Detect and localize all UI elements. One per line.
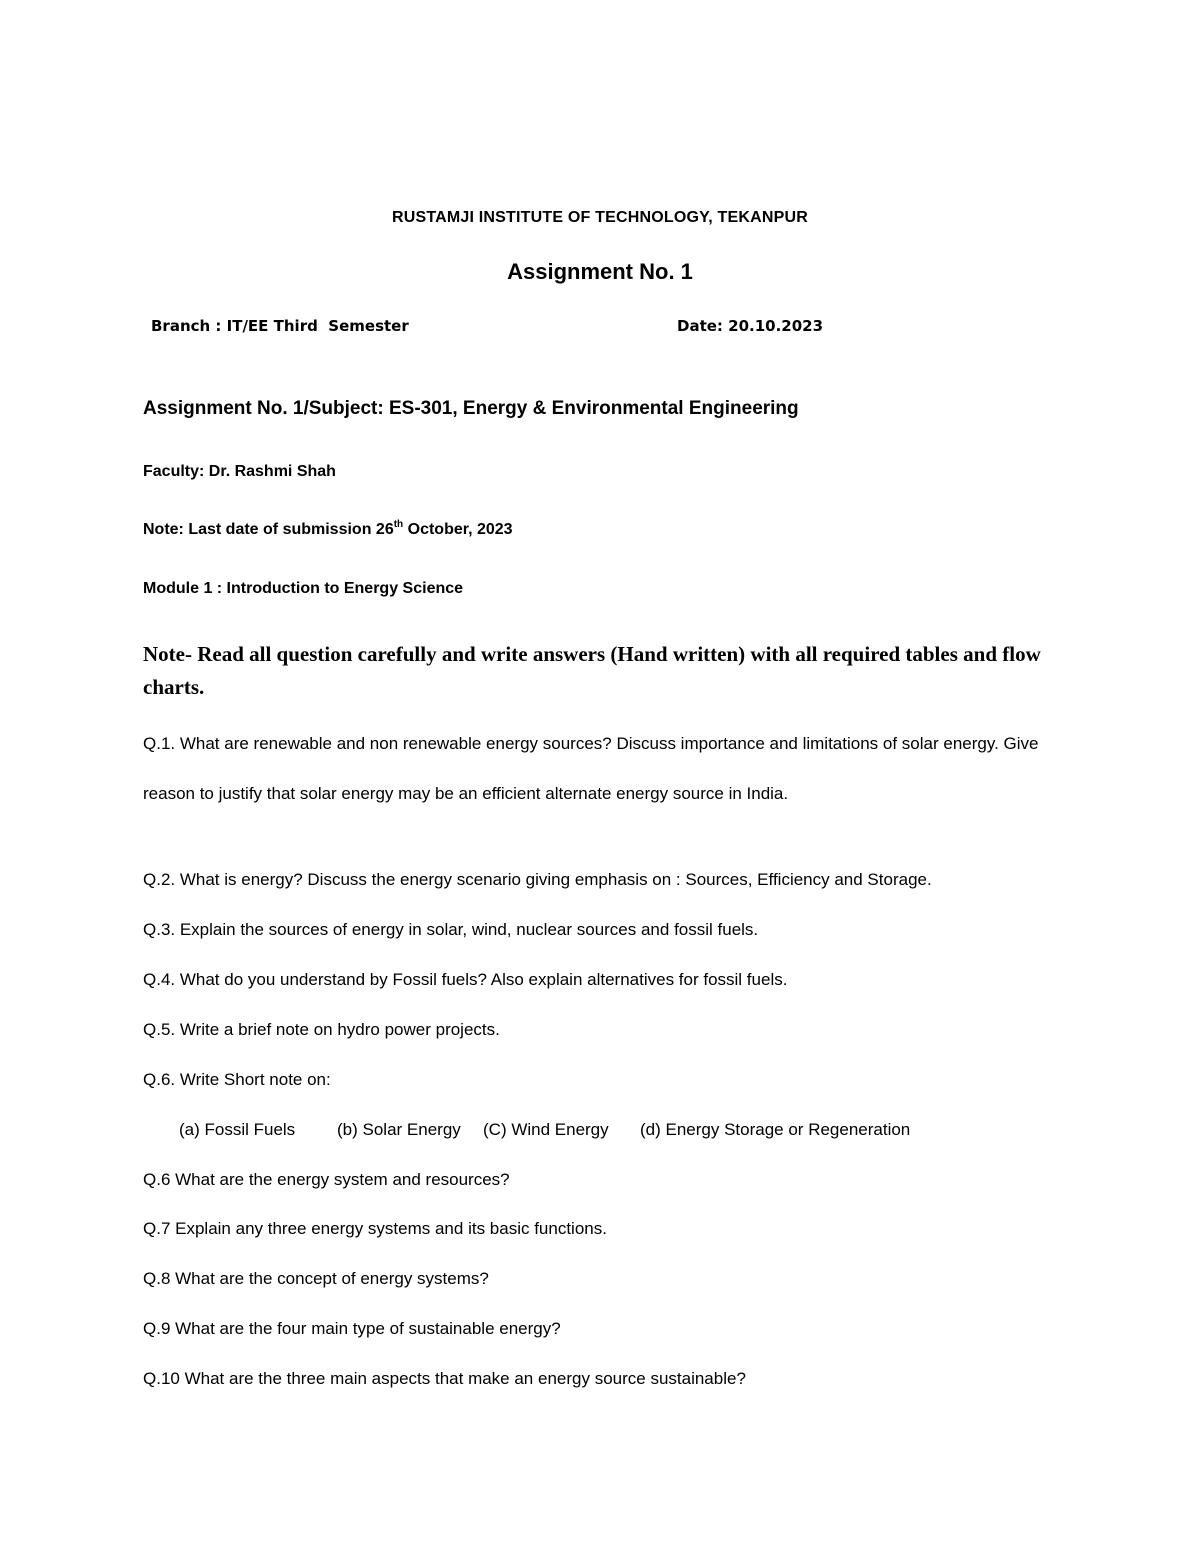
- short-note-item: (C) Wind Energy: [483, 1120, 609, 1139]
- question-text: Write Short note on:: [175, 1070, 331, 1089]
- question-10: [143, 1369, 746, 1389]
- question-3: [143, 920, 758, 940]
- question-6-short-note: [143, 1070, 331, 1090]
- submission-note-suffix: October, 2023: [403, 521, 513, 538]
- branch-info: Branch : IT/EE Third Semester: [151, 317, 409, 335]
- question-number: Q.6: [143, 1170, 171, 1189]
- module-line: Module 1 : Introduction to Energy Science: [143, 580, 464, 597]
- question-2: [143, 870, 932, 890]
- question-number: Q.3.: [143, 920, 176, 939]
- institute-name: RUSTAMJI INSTITUTE OF TECHNOLOGY, TEKANPUR: [391, 209, 809, 226]
- question-number: Q.2.: [143, 870, 176, 889]
- question-1: [143, 719, 1048, 819]
- question-number: Q.6.: [143, 1070, 176, 1089]
- question-text: Explain any three energy systems and its basic functions.: [170, 1219, 607, 1238]
- instructions-note: Note- Read all question carefully and write answers (Hand written) with all required tables and flow charts.: [143, 642, 1041, 699]
- question-text: What do you understand by Fossil fuels? Also explain alternatives for fossil fuels.: [175, 970, 788, 989]
- question-number: Q.10: [143, 1369, 180, 1388]
- question-text: Explain the sources of energy in solar, wind, nuclear sources and fossil fuels.: [175, 920, 759, 939]
- short-note-item: (a) Fossil Fuels: [179, 1120, 296, 1139]
- question-text: What are the three main aspects that make an energy source sustainable?: [179, 1369, 746, 1388]
- short-note-items: [179, 1120, 910, 1140]
- question-text: What are the four main type of sustainable energy?: [170, 1319, 561, 1338]
- question-text: What is energy? Discuss the energy scenario giving emphasis on : Sources, Efficiency and Storage.: [175, 870, 932, 889]
- question-text: What are renewable and non renewable energy sources? Discuss importance and limitations of solar energy. Give reason to justify that solar energy may be an efficient alternate energy source in India.: [143, 734, 1039, 803]
- short-note-item: (b) Solar Energy: [337, 1120, 461, 1139]
- question-9: [143, 1319, 561, 1339]
- subject-line: Assignment No. 1/Subject: ES-301, Energy & Environmental Engineering: [143, 398, 799, 419]
- question-6-energy-system: [143, 1170, 510, 1190]
- question-number: Q.4.: [143, 970, 176, 989]
- question-number: Q.8: [143, 1269, 171, 1288]
- submission-note-prefix: Note: Last date of submission 26: [143, 521, 394, 538]
- short-note-item: (d) Energy Storage or Regeneration: [640, 1120, 911, 1139]
- faculty-line: Faculty: Dr. Rashmi Shah: [143, 463, 336, 480]
- question-4: [143, 970, 787, 990]
- question-8: [143, 1269, 489, 1289]
- question-number: Q.7: [143, 1219, 171, 1238]
- submission-note: [143, 521, 513, 539]
- submission-note-sup: th: [393, 519, 404, 530]
- question-number: Q.5.: [143, 1020, 176, 1039]
- question-5: [143, 1020, 500, 1040]
- question-number: Q.1.: [143, 734, 176, 753]
- question-text: Write a brief note on hydro power projects.: [175, 1020, 500, 1039]
- assignment-title: Assignment No. 1: [507, 259, 693, 284]
- question-7: [143, 1219, 607, 1239]
- assignment-date: Date: 20.10.2023: [677, 317, 824, 335]
- question-text: What are the energy system and resources?: [170, 1170, 510, 1189]
- question-text: What are the concept of energy systems?: [170, 1269, 489, 1288]
- question-number: Q.9: [143, 1319, 171, 1338]
